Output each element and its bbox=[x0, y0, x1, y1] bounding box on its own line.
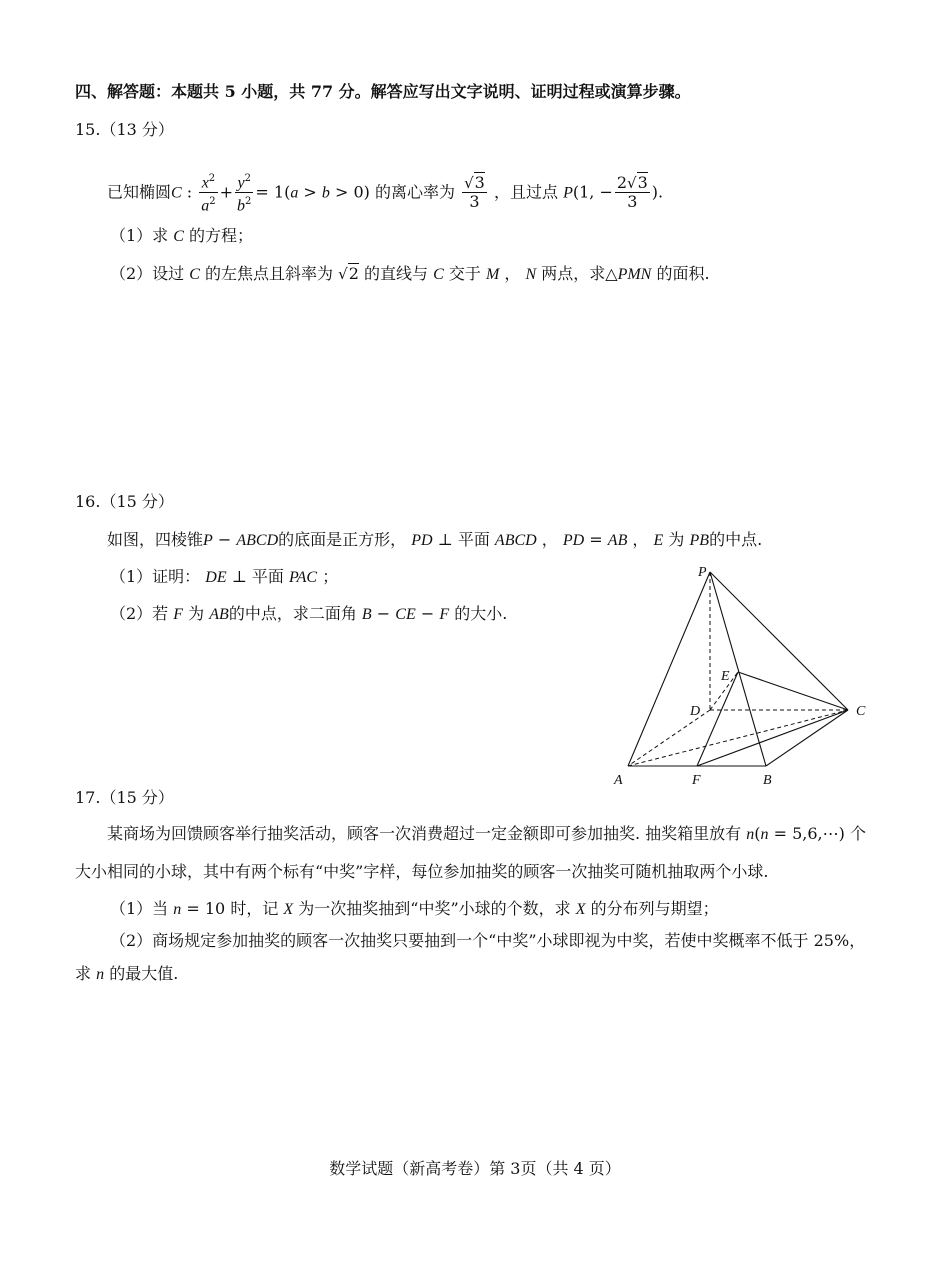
q17-part1: （1）当 n = 10 时，记 X 为一次抽奖抽到“中奖”小球的个数，求 X 的分布列与期望； bbox=[110, 899, 719, 918]
edge-AC bbox=[628, 710, 848, 766]
label-B: B bbox=[763, 773, 772, 788]
label-A: A bbox=[614, 773, 623, 788]
q17-part2: （2）商场规定参加抽奖的顾客一次抽奖只要抽到一个“中奖”小球即视为中奖，若使中奖概率不低于 25%， bbox=[110, 931, 866, 950]
edge-FC bbox=[697, 710, 848, 766]
q15-part2: （2）设过 C 的左焦点且斜率为 √2 的直线与 C 交于 M ， N 两点，求△PMN 的面积. bbox=[110, 264, 710, 283]
q15-label: 15.（13 分） bbox=[75, 120, 174, 139]
edge-EC bbox=[738, 672, 848, 710]
fraction-point-y: $\frac{2√3}{3}$ bbox=[616, 173, 648, 212]
label-C: C bbox=[856, 704, 866, 719]
pyramid-figure bbox=[600, 560, 890, 792]
q16-intro: 如图，四棱锥P − ABCD的底面是正方形， PD ⊥ 平面 ABCD ， PD = AB ， E 为 PB的中点. bbox=[107, 530, 763, 549]
fraction-x2-a2: $\frac{x^2}{a^2}$ bbox=[199, 170, 217, 216]
edge-PA bbox=[628, 572, 710, 766]
label-E: E bbox=[721, 669, 730, 684]
page-footer: 数学试题（新高考卷）第 3页（共 4 页） bbox=[329, 1159, 621, 1178]
edge-EF bbox=[697, 672, 738, 766]
fraction-y2-b2: $\frac{y^2}{b^2}$ bbox=[235, 170, 253, 216]
q15-intro: 已知椭圆C : $\frac{x^2}{a^2}$ + $\frac{y^2}{b^2}$ = 1(a > b > 0) 的离心率为 $\frac{√3}{3}$ ，且过点 P(1, − $\frac{2√3}{3}$ ). bbox=[107, 170, 663, 216]
fraction-eccentricity: $\frac{√3}{3}$ bbox=[464, 173, 485, 212]
section-header: 四、解答题：本题共 5 小题，共 77 分。解答应写出文字说明、证明过程或演算步骤。 bbox=[75, 82, 691, 101]
q15-part1: （1）求 C 的方程； bbox=[110, 226, 254, 245]
label-F: F bbox=[692, 773, 701, 788]
q17-para2: 大小相同的小球，其中有两个标有“中奖”字样，每位参加抽奖的顾客一次抽奖可随机抽取两个小球. bbox=[75, 862, 769, 881]
edge-BC bbox=[766, 710, 848, 766]
q16-part1: （1）证明： DE ⊥ 平面 PAC ； bbox=[110, 567, 339, 586]
label-D: D bbox=[690, 704, 701, 719]
q16-label: 16.（15 分） bbox=[75, 492, 174, 511]
edge-PB bbox=[710, 572, 766, 766]
q17-label: 17.（15 分） bbox=[75, 788, 174, 807]
q17-para1: 某商场为回馈顾客举行抽奖活动，顾客一次消费超过一定金额即可参加抽奖. 抽奖箱里放有 n(n = 5,6,⋯) 个 bbox=[107, 824, 866, 843]
q16-part2: （2）若 F 为 AB的中点，求二面角 B − CE − F 的大小. bbox=[110, 604, 508, 623]
q17-part2-cont: 求 n 的最大值. bbox=[75, 964, 179, 983]
label-P: P bbox=[698, 565, 707, 580]
